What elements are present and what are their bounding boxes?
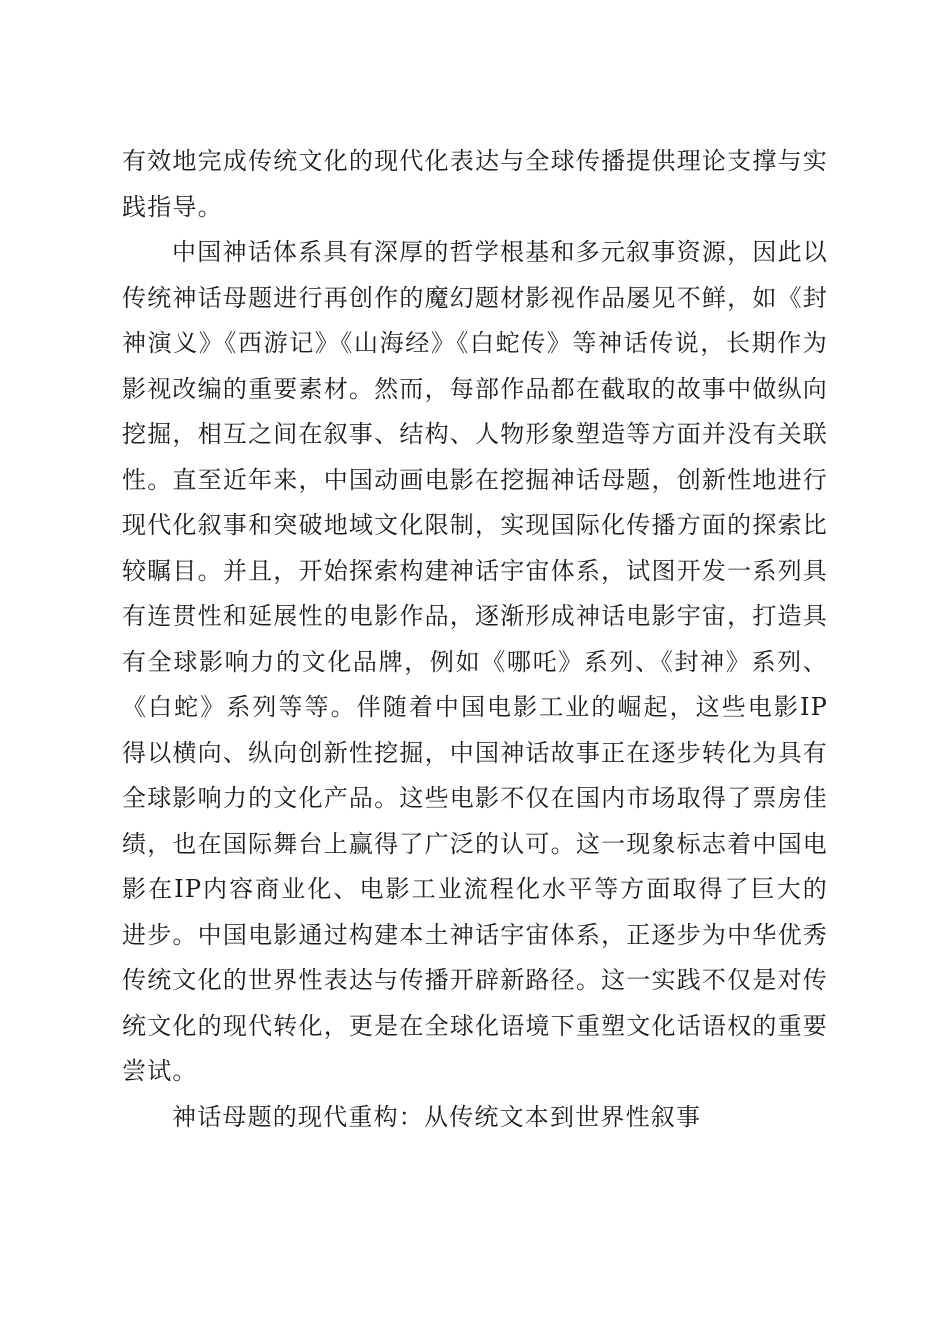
section-heading: 神话母题的现代重构：从传统文本到世界性叙事 [172,1102,702,1131]
paragraph-mythology: 中国神话体系具有深厚的哲学根基和多元叙事资源，因此以传统神话母题进行再创作的魔幻题材影视作品屡见不鲜，如《封神演义》《西游记》《山海经》《白蛇传》等神话传说，长期作为影视改编的重要素材。然而，每部作品都在截取的故事中做纵向挖掘，相互之间在叙事、结构、人物形象塑造等方面并没有关联性。直至近年来，中国动画电影在挖掘神话母题，创新性地进行现代化叙事和突破地域文化限制，实现国际化传播方面的探索比较瞩目。并且，开始探索构建神话宇宙体系，试图开发一系列具有连贯性和延展性的电影作品，逐渐形成神话电影宇宙，打造具有全球影响力的文化品牌，例如《哪吒》系列、《封神》系列、《白蛇》系列等等。伴随着中国电影工业的崛起，这些电影IP得以横向、纵向创新性挖掘，中国神话故事正在逐步转化为具有全球影响力的文化产品。这些电影不仅在国内市场取得了票房佳绩，也在国际舞台上赢得了广泛的认可。这一现象标志着中国电影在IP内容商业化、电影工业流程化水平等方面取得了巨大的进步。中国电影通过构建本土神话宇宙体系，正逐步为中华优秀传统文化的世界性表达与传播开辟新路径。这一实践不仅是对传统文化的现代转化，更是在全球化语境下重塑文化话语权的重要尝试。 [122,238,828,1085]
paragraph-continuation: 有效地完成传统文化的现代化表达与全球传播提供理论支撑与实践指导。 [122,147,828,221]
body-text [122,139,828,1140]
